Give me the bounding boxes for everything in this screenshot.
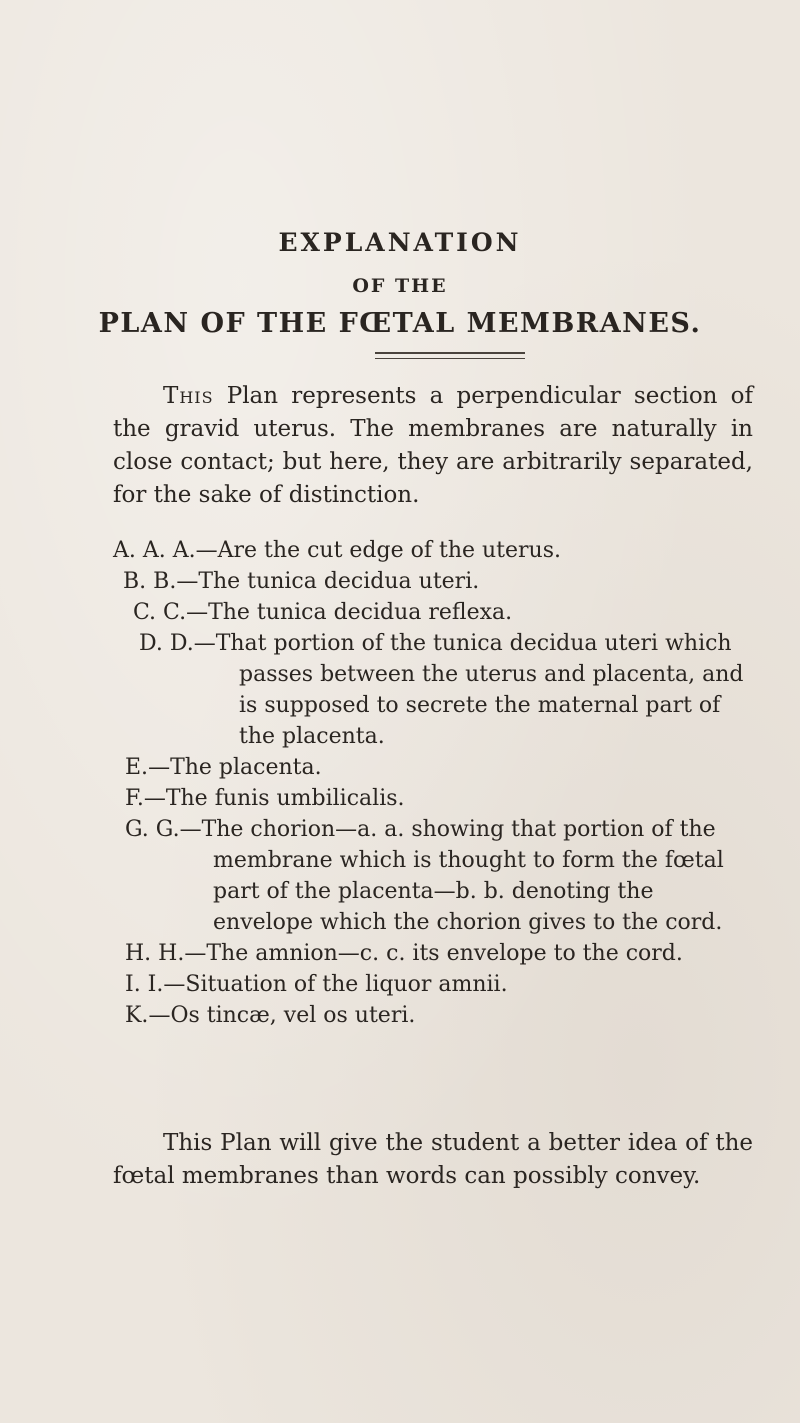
legend-key: A. A. A.: [113, 538, 196, 563]
legend-key: G. G.: [125, 817, 180, 842]
legend-key: H. H.: [125, 941, 185, 966]
legend-text: —The chorion—a. a. showing that portion of the membrane which is thought to form the fœtal part of the placenta—b. b. denoting the envelope which the chorion gives to the cord.: [179, 817, 724, 935]
legend-text: —The funis umbilicalis.: [143, 786, 405, 811]
legend-entry-f: [125, 783, 753, 814]
legend-key: B. B.: [123, 569, 177, 594]
intro-text: Plan represents a perpendicular section of the gravid uterus. The membranes are naturally in close contact; but here, they are arbitrarily separated, for the sake of distinction.: [113, 383, 753, 508]
legend-entry-k: [125, 1000, 753, 1031]
intro-paragraph: [113, 380, 753, 512]
legend-text: —The tunica decidua reflexa.: [186, 600, 513, 625]
legend-entry-h: [125, 938, 753, 969]
legend-list: [113, 535, 753, 1031]
heading-plan-title: PLAN OF THE FŒTAL MEMBRANES.: [98, 308, 702, 339]
legend-text: —The placenta.: [148, 755, 322, 780]
legend-key: K.: [125, 1003, 149, 1028]
legend-text: —That portion of the tunica decidua uteri which passes between the uterus and placenta, and is supposed to secrete the maternal part of the placenta.: [193, 631, 744, 749]
legend-text: —The tunica decidua uteri.: [176, 569, 480, 594]
legend-key: E.: [125, 755, 149, 780]
closing-text: This Plan will give the student a better idea of the fœtal membranes than words can possibly convey.: [113, 1130, 753, 1189]
heading-of-the: OF THE: [352, 275, 448, 297]
title-rule-divider: [375, 352, 525, 359]
legend-entry-g: [125, 814, 753, 938]
heading-explanation: EXPLANATION: [278, 228, 522, 257]
legend-entry-b: [123, 566, 753, 597]
legend-key: F.: [125, 786, 144, 811]
closing-paragraph: [113, 1127, 753, 1193]
legend-entry-a: [113, 535, 753, 566]
legend-entry-c: [133, 597, 753, 628]
intro-first-word: This: [163, 383, 214, 409]
legend-text: —Situation of the liquor amnii.: [163, 972, 508, 997]
legend-key: C. C.: [133, 600, 187, 625]
legend-text: —Are the cut edge of the uterus.: [195, 538, 562, 563]
legend-text: —Os tincæ, vel os uteri.: [148, 1003, 416, 1028]
legend-entry-e: [125, 752, 753, 783]
legend-entry-i: [125, 969, 753, 1000]
legend-key: I. I.: [125, 972, 164, 997]
legend-entry-d: [139, 628, 753, 752]
legend-key: D. D.: [139, 631, 194, 656]
legend-text: —The amnion—c. c. its envelope to the cord.: [184, 941, 683, 966]
